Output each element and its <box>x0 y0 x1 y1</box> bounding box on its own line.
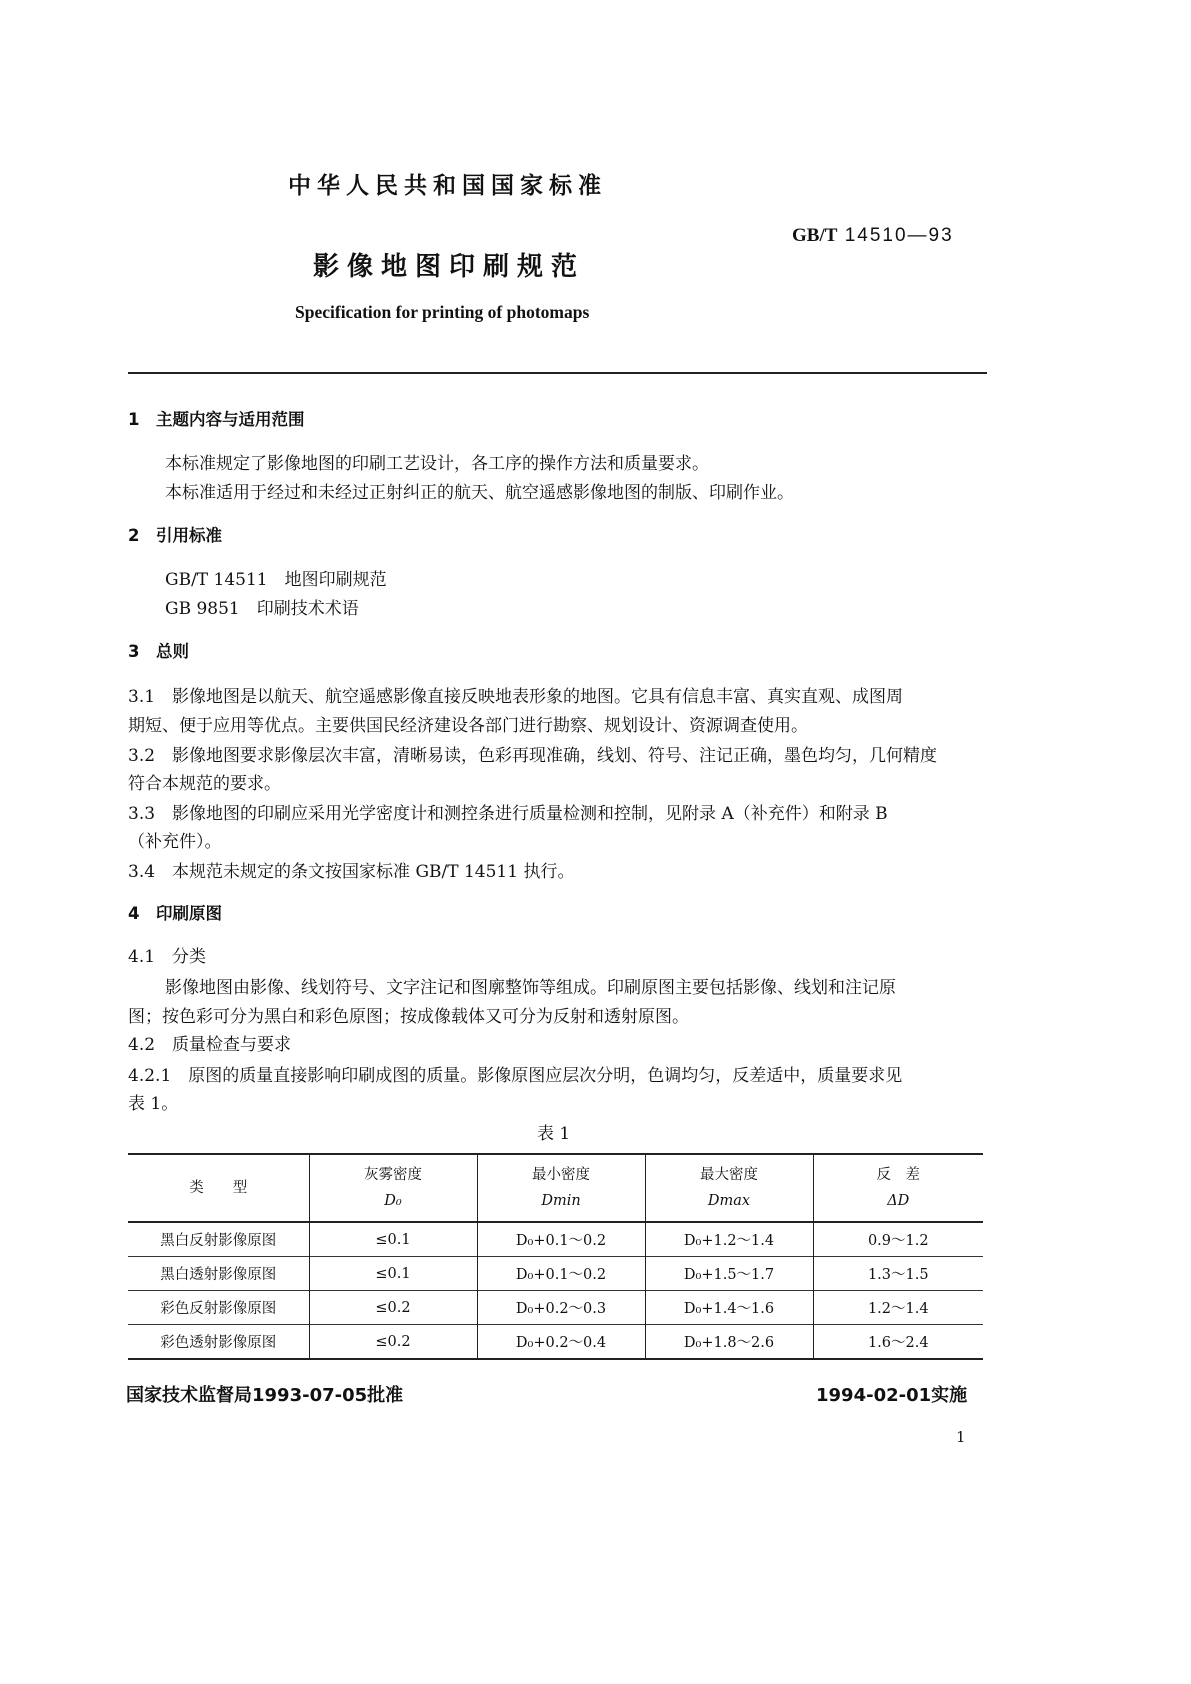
column-label: 类 型 <box>189 1180 248 1196</box>
table-row <box>128 1257 983 1291</box>
section-heading: 1 主题内容与适用范围 <box>128 410 305 429</box>
paragraph-line: 4.2.1 原图的质量直接影响印刷成图的质量。影像原图应层次分明，色调均匀，反差适中，质量要求见 <box>128 1066 903 1086</box>
paragraph-line: 本标准规定了影像地图的印刷工艺设计，各工序的操作方法和质量要求。 <box>165 454 709 474</box>
section-heading: 3 总则 <box>128 642 189 661</box>
table-cell: D₀+0.2～0.3 <box>477 1291 645 1325</box>
table-cell: D₀+0.2～0.4 <box>477 1325 645 1360</box>
table-cell: 黑白透射影像原图 <box>160 1267 277 1283</box>
column-label: 最大密度 <box>700 1167 758 1183</box>
column-header <box>645 1154 813 1222</box>
english-title: Specification for printing of photomaps <box>295 302 590 322</box>
column-symbol: ΔD <box>887 1193 910 1209</box>
paragraph-line: 3.2 影像地图要求影像层次丰富，清晰易读，色彩再现准确，线划、符号、注记正确，墨色均匀，几何精度 <box>128 746 938 766</box>
table-cell: ≤0.2 <box>309 1325 477 1360</box>
column-label: 灰雾密度 <box>364 1167 422 1183</box>
table-row <box>128 1291 983 1325</box>
section-heading: 2 引用标准 <box>128 526 222 545</box>
paragraph-line: 图；按色彩可分为黑白和彩色原图；按成像载体又可分为反射和透射原图。 <box>128 1007 689 1027</box>
paragraph-line: 本标准适用于经过和未经过正射纠正的航天、航空遥感影像地图的制版、印刷作业。 <box>165 483 794 503</box>
header-rule <box>128 372 987 374</box>
table-cell: D₀+0.1～0.2 <box>477 1257 645 1291</box>
paragraph-line: 4.1 分类 <box>128 947 207 967</box>
table-cell: D₀+1.5～1.7 <box>645 1257 813 1291</box>
paragraph-line: 符合本规范的要求。 <box>128 774 281 794</box>
density-table <box>128 1153 983 1360</box>
paragraph-line: 表 1。 <box>128 1094 179 1114</box>
paragraph-line: 3.1 影像地图是以航天、航空遥感影像直接反映地表形象的地图。它具有信息丰富、真实直观、成图周 <box>128 687 904 707</box>
paragraph-line: （补充件）。 <box>128 832 222 852</box>
table-cell: D₀+0.1～0.2 <box>477 1222 645 1257</box>
table-cell: 0.9～1.2 <box>813 1222 983 1257</box>
table-header-row <box>128 1154 983 1222</box>
paragraph-line: 影像地图由影像、线划符号、文字注记和图廓整饰等组成。印刷原图主要包括影像、线划和注记原 <box>165 978 896 998</box>
paragraph-line: 3.4 本规范未规定的条文按国家标准 GB/T 14511 执行。 <box>128 862 575 882</box>
paragraph-line: 3.3 影像地图的印刷应采用光学密度计和测控条进行质量检测和控制，见附录 A（补充件）和附录 B <box>128 804 888 824</box>
table-row <box>128 1222 983 1257</box>
std-number: 14510—93 <box>844 225 954 246</box>
section-heading: 4 印刷原图 <box>128 904 222 923</box>
table-cell: D₀+1.8～2.6 <box>645 1325 813 1360</box>
column-label: 最小密度 <box>532 1167 590 1183</box>
table-caption: 表 1 <box>537 1124 571 1144</box>
paragraph-line: 4.2 质量检查与要求 <box>128 1035 292 1055</box>
table-cell: 黑白反射影像原图 <box>160 1233 277 1249</box>
standard-number <box>792 225 954 247</box>
column-header <box>309 1154 477 1222</box>
paragraph-line: GB 9851 印刷技术术语 <box>165 599 359 619</box>
column-label: 反 差 <box>876 1167 920 1183</box>
table-cell: D₀+1.4～1.6 <box>645 1291 813 1325</box>
column-symbol: Dmin <box>541 1193 581 1209</box>
table-cell: 彩色透射影像原图 <box>160 1335 277 1351</box>
column-header <box>477 1154 645 1222</box>
page-number: 1 <box>956 1428 966 1446</box>
table-cell: ≤0.1 <box>309 1222 477 1257</box>
effective-date: 1994-02-01实施 <box>816 1385 968 1406</box>
table-cell: ≤0.1 <box>309 1257 477 1291</box>
column-symbol: Dmax <box>707 1193 751 1209</box>
paragraph-line: GB/T 14511 地图印刷规范 <box>165 570 387 590</box>
column-symbol: D₀ <box>384 1193 402 1209</box>
table-cell: 1.2～1.4 <box>813 1291 983 1325</box>
table-cell: 彩色反射影像原图 <box>160 1301 277 1317</box>
document-title: 影像地图印刷规范 <box>313 252 586 282</box>
table-cell: 1.6～2.4 <box>813 1325 983 1360</box>
table-row <box>128 1325 983 1360</box>
table-cell: 1.3～1.5 <box>813 1257 983 1291</box>
column-header <box>813 1154 983 1222</box>
column-header <box>128 1154 309 1222</box>
paragraph-line: 期短、便于应用等优点。主要供国民经济建设各部门进行勘察、规划设计、资源调查使用。 <box>128 716 808 736</box>
national-standard-heading: 中华人民共和国国家标准 <box>288 173 607 199</box>
approval-date: 国家技术监督局1993-07-05批准 <box>126 1385 404 1406</box>
table-cell: ≤0.2 <box>309 1291 477 1325</box>
std-prefix: GB/T <box>792 225 838 246</box>
table-cell: D₀+1.2～1.4 <box>645 1222 813 1257</box>
